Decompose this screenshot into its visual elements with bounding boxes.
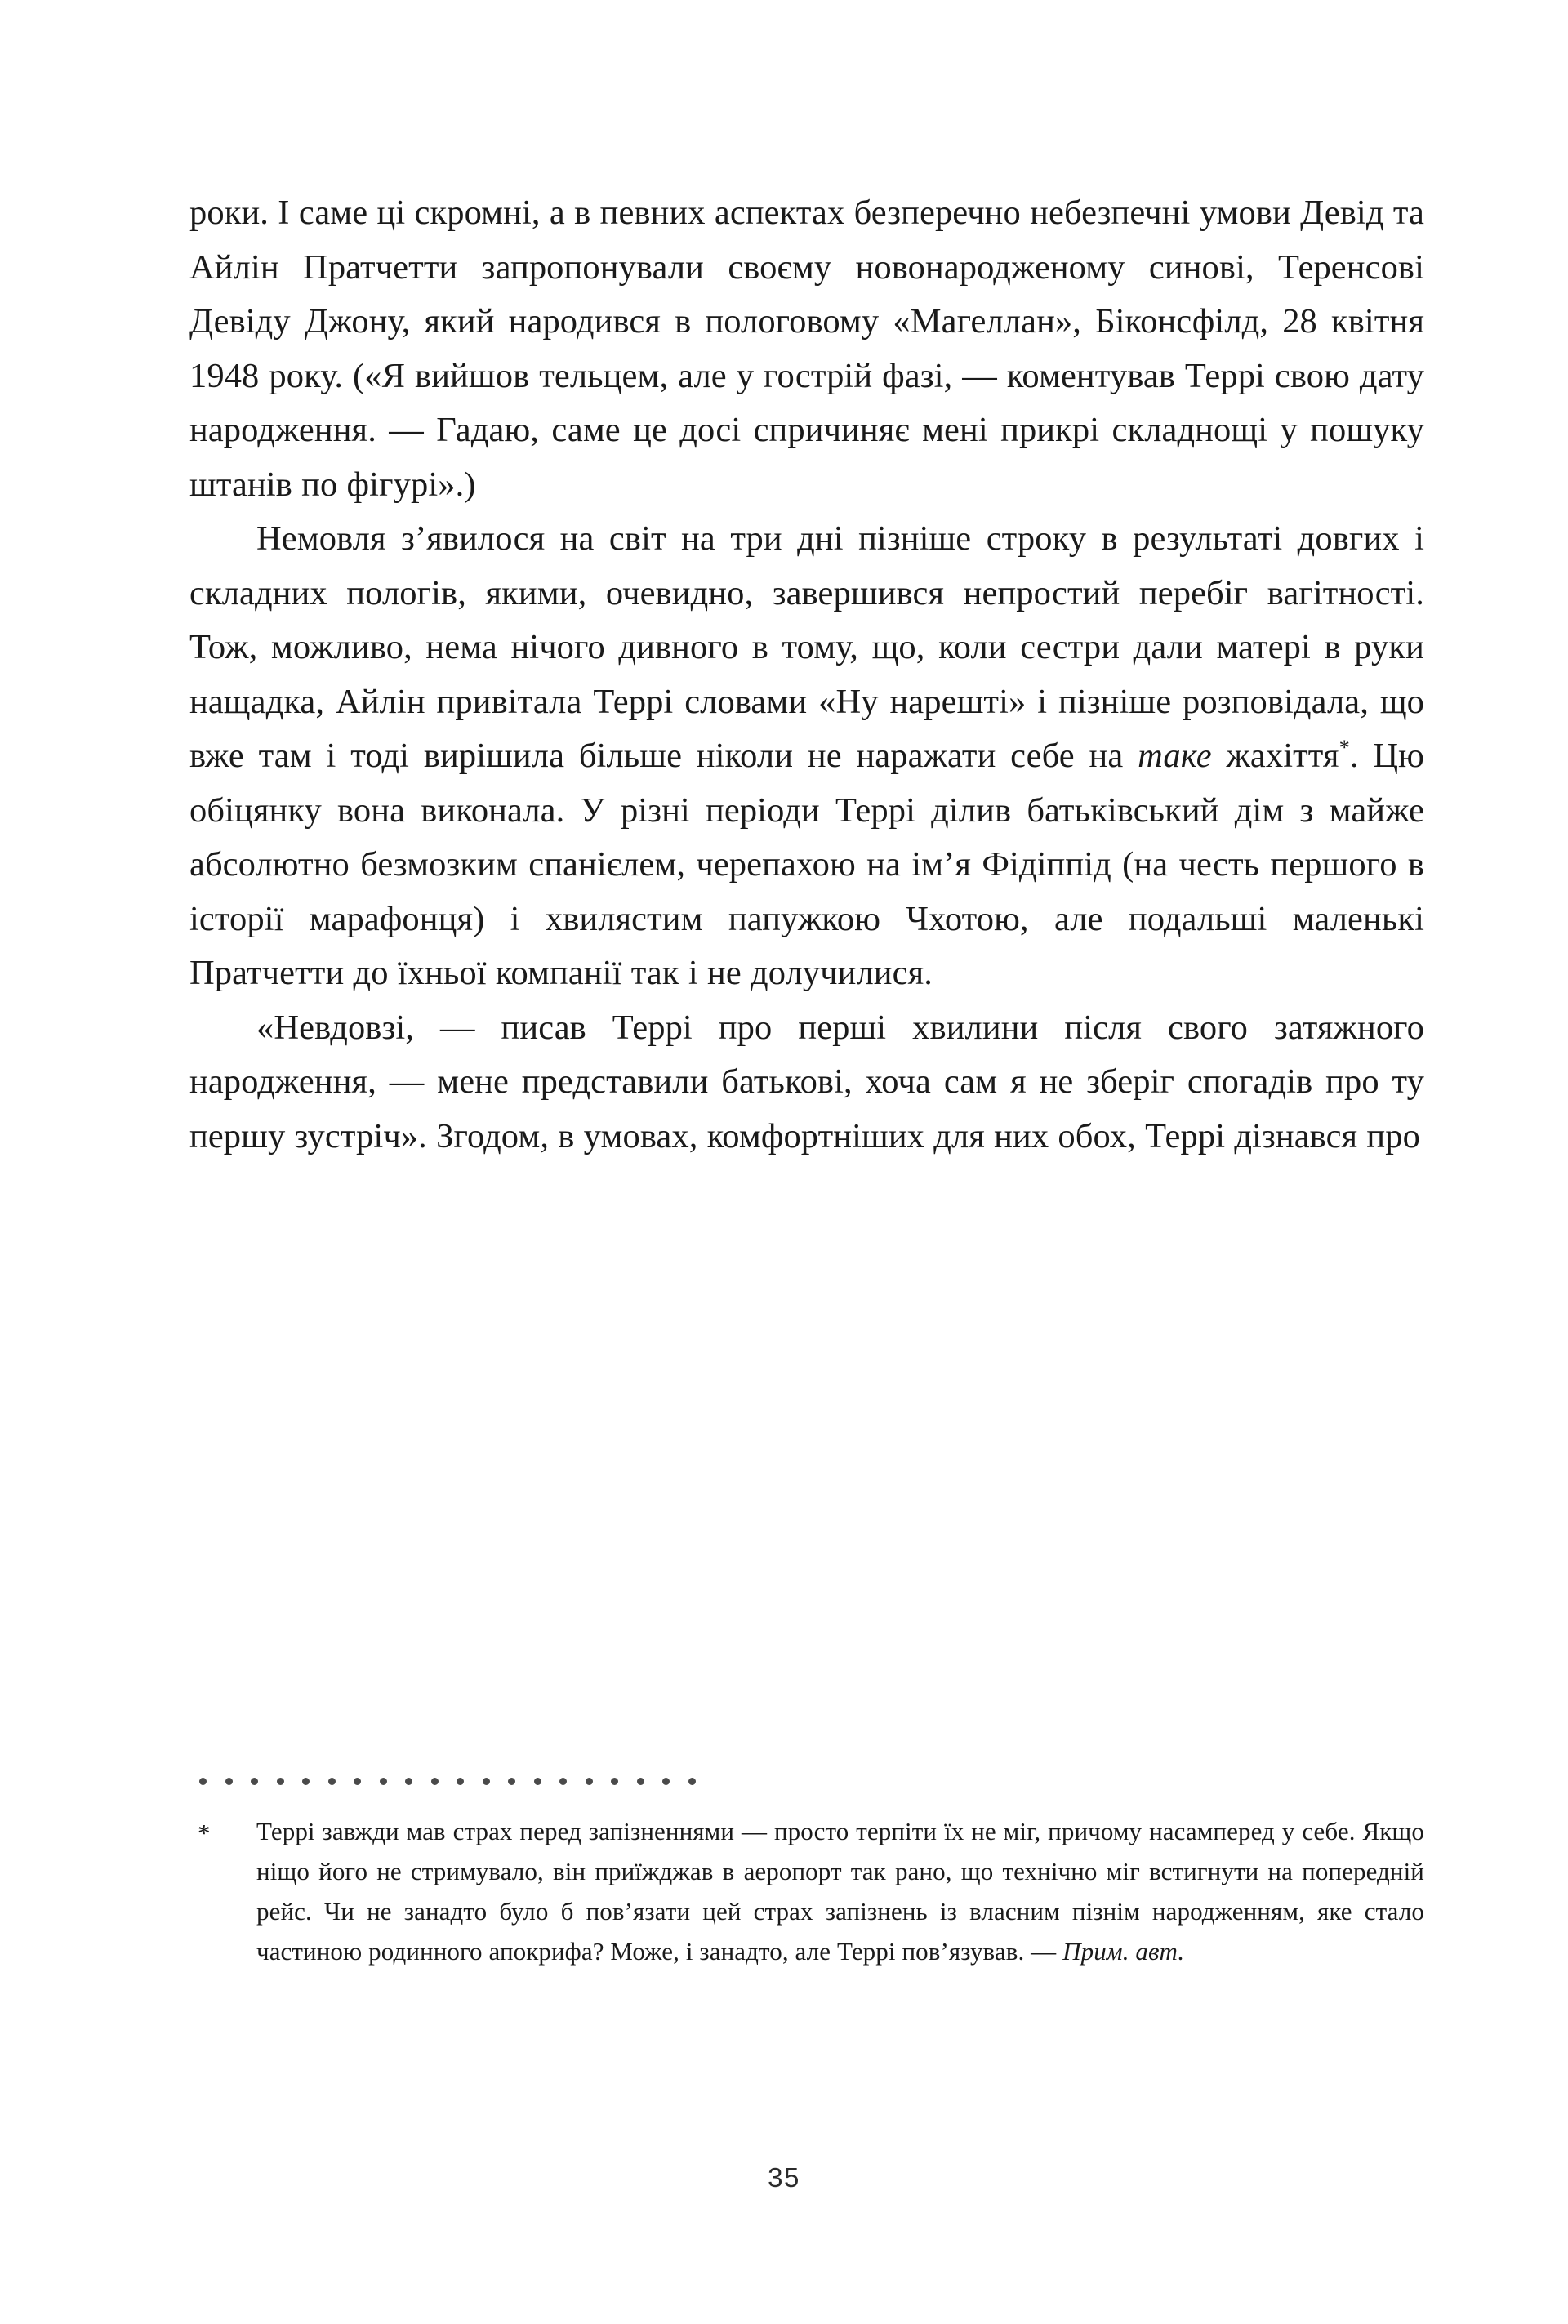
- separator-dot: [559, 1778, 567, 1785]
- paragraph-2-segment-normal-1: Немовля з’явилося на світ на три дні пізніше строку в результаті довгих і складних пологів, якими, очевидно, завершився непростий перебіг вагітності. Тож, можливо, нема нічого дивного в тому, що, коли сестри дали матері в руки нащадка, Айлін привітала Террі словами «Ну нарешті» і пізніше розповідала, що вже там і тоді вирішила більше ніколи не наражати себе на: [189, 519, 1424, 775]
- paragraph-2-segment-normal-3: . Цю обіцянку вона виконала. У різні періоди Террі ділив батьківський дім з майже абсолютно безмозким спанієлем, черепахою на ім’я Фідіппід (на честь першого в історії марафонця) і хвилястим папужкою Чхотою, але подальші маленькі Пратчетти до їхньої компанії так і не долучилися.: [189, 737, 1425, 992]
- separator-dot: [199, 1778, 207, 1785]
- footnote-entry: [189, 1811, 1424, 1971]
- footnote-reference-marker[interactable]: *: [1339, 735, 1350, 759]
- separator-dot: [611, 1778, 618, 1785]
- separator-dot: [277, 1778, 284, 1785]
- separator-dot: [508, 1778, 515, 1785]
- body-text-column: [189, 186, 1424, 1164]
- body-paragraph-2: [189, 512, 1424, 1001]
- paragraph-2-segment-normal-2: жахіття: [1211, 737, 1339, 775]
- footnote-segment-italic: Прим. авт.: [1062, 1937, 1185, 1966]
- separator-dot: [225, 1778, 233, 1785]
- separator-dot: [405, 1778, 412, 1785]
- separator-dot: [534, 1778, 541, 1785]
- paragraph-2-segment-italic: таке: [1138, 737, 1212, 775]
- separator-dot: [688, 1778, 696, 1785]
- page-number: 35: [768, 2162, 800, 2193]
- separator-dot: [586, 1778, 593, 1785]
- separator-dot: [637, 1778, 644, 1785]
- footnote-segment-normal: Террі завжди мав страх перед запізненнями — просто терпіти їх не міг, причому насамперед у себе. Якщо ніщо його не стримувало, він приїжджав в аеропорт так рано, що технічно міг встигнути на попередній рейс. Чи не занадто було б пов’язати цей страх запізнень із власним пізнім народженням, яке стало частиною родинного апокрифа? Може, і занадто, але Террі пов’язував. —: [256, 1817, 1424, 1966]
- separator-dot: [251, 1778, 258, 1785]
- separator-dot: [328, 1778, 336, 1785]
- body-paragraph-3: «Невдовзі, — писав Террі про перші хвилини після свого затяжного народження, — мене представили батькові, хоча сам я не зберіг спогадів про ту першу зустріч». Згодом, в умовах, комфортніших для них обох, Террі дізнався про: [189, 1008, 1424, 1155]
- footnote-block: [189, 1770, 1424, 1971]
- separator-dot: [302, 1778, 310, 1785]
- separator-dot: [431, 1778, 439, 1785]
- footnote-text: [256, 1811, 1424, 1971]
- body-paragraph-1: роки. І саме ці скромні, а в певних аспектах безперечно небезпечні умови Девід та Айлін Пратчетти запропонували своєму новонародженому синові, Теренсові Девіду Джону, який народився в пологовому «Магеллан», Біконсфілд, 28 квітня 1948 року. («Я вийшов тельцем, але у гострій фазі, — коментував Террі свою дату народження. — Гадаю, саме це досі спричиняє мені прикрі складнощі у пошуку штанів по фігурі».): [189, 194, 1424, 504]
- separator-dot: [380, 1778, 387, 1785]
- separator-dot: [483, 1778, 490, 1785]
- footnote-dotted-separator: [199, 1770, 1424, 1792]
- separator-dot: [457, 1778, 464, 1785]
- separator-dot: [662, 1778, 670, 1785]
- separator-dot: [354, 1778, 361, 1785]
- footnote-marker: *: [198, 1819, 211, 1847]
